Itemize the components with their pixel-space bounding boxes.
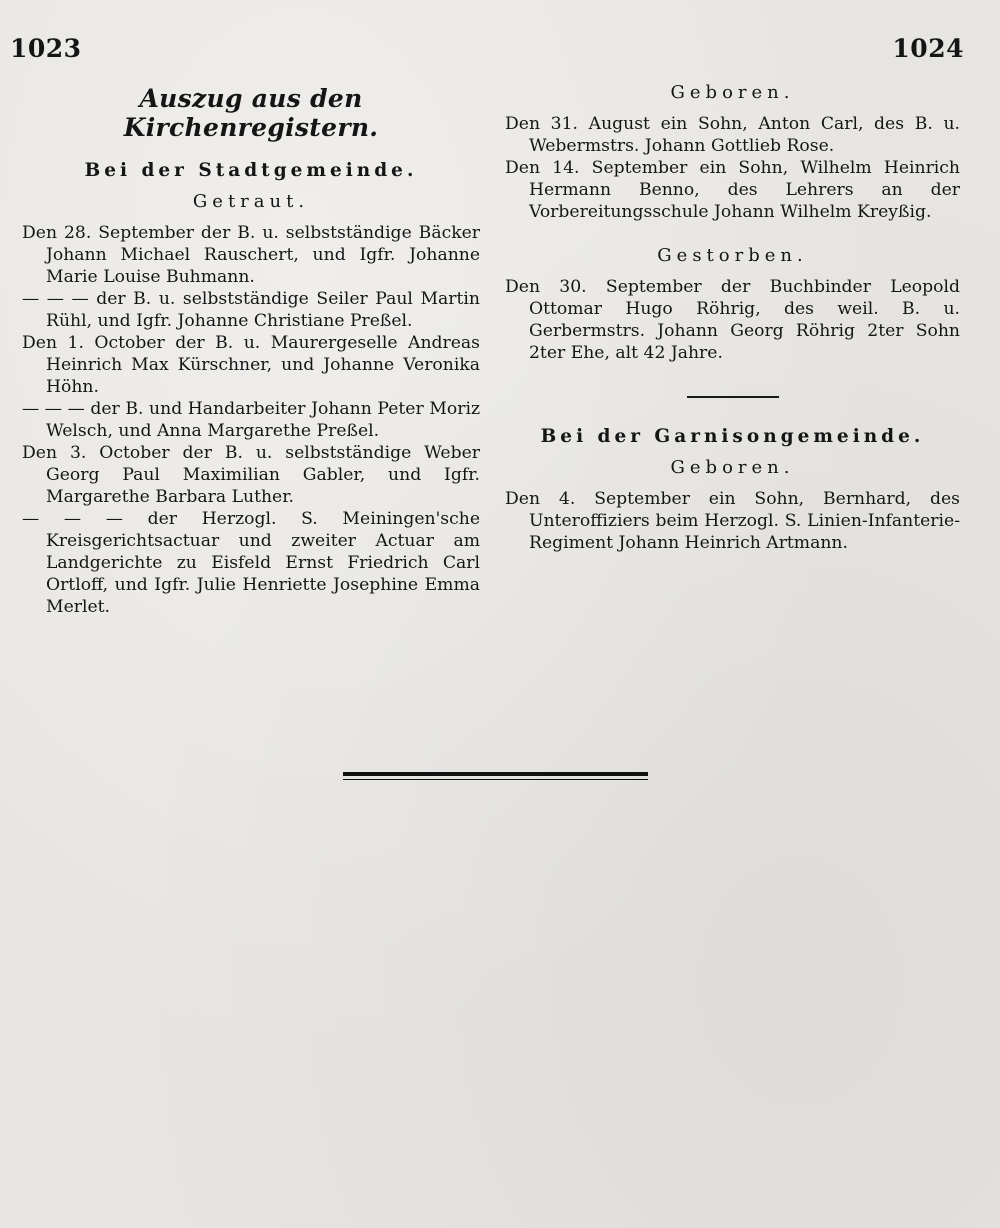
marriage-entry: Den 1. October der B. u. Maurergeselle Andreas Heinrich Max Kürschner, und Johanne Veronika Höhn. bbox=[22, 333, 480, 397]
subheading-getraut: Getraut. bbox=[192, 191, 310, 212]
marriage-entry: — — — der Herzogl. S. Meiningen'sche Kreisgerichtsactuar und zweiter Actuar am Landgerichte zu Eisfeld Ernst Friedrich Carl Ortloff, und Igfr. Julie Henriette Josephine Emma Merlet. bbox=[22, 509, 480, 617]
end-rule-thin bbox=[343, 779, 648, 780]
subheading-garrison-geboren: Geboren. bbox=[670, 457, 795, 478]
marriage-entry: — — — der B. und Handarbeiter Johann Peter Moriz Welsch, und Anna Margarethe Preßel. bbox=[22, 399, 480, 441]
page-number-right: 1024 bbox=[892, 34, 964, 63]
section-heading-garnisongemeinde: Bei der Garnisongemeinde. bbox=[540, 426, 925, 447]
end-rule bbox=[343, 772, 648, 780]
death-entry: Den 30. September der Buchbinder Leopold Ottomar Hugo Röhrig, des weil. B. u. Gerbermstrs. Johann Georg Röhrig 2ter Sohn 2ter Ehe, alt 42 Jahre. bbox=[505, 277, 960, 363]
marriage-entry: Den 3. October der B. u. selbstständige Weber Georg Paul Maximilian Gabler, und Igfr. Margarethe Barbara Luther. bbox=[22, 443, 480, 507]
page-title: Auszug aus den Kirchenregistern. bbox=[123, 84, 379, 142]
left-column bbox=[22, 78, 480, 618]
subheading-gestorben: Gestorben. bbox=[657, 245, 808, 266]
birth-entry: Den 14. September ein Sohn, Wilhelm Heinrich Hermann Benno, des Lehrers an der Vorbereitungsschule Johann Wilhelm Kreyßig. bbox=[505, 158, 960, 222]
marriage-entry: — — — der B. u. selbstständige Seiler Paul Martin Rühl, und Igfr. Johanne Christiane Preßel. bbox=[22, 289, 480, 331]
subheading-geboren: Geboren. bbox=[670, 82, 795, 103]
end-rule-thick bbox=[343, 772, 648, 776]
birth-entry: Den 31. August ein Sohn, Anton Carl, des B. u. Webermstrs. Johann Gottlieb Rose. bbox=[505, 114, 960, 156]
page-number-left: 1023 bbox=[10, 34, 82, 63]
marriage-entry: Den 28. September der B. u. selbstständige Bäcker Johann Michael Rauschert, und Igfr. Johanne Marie Louise Buhmann. bbox=[22, 223, 480, 287]
birth-entry: Den 4. September ein Sohn, Bernhard, des Unteroffiziers beim Herzogl. S. Linien-Infanterie-Regiment Johann Heinrich Artmann. bbox=[505, 489, 960, 553]
right-column bbox=[505, 78, 960, 554]
section-heading-stadtgemeinde: Bei der Stadtgemeinde. bbox=[84, 160, 418, 181]
section-divider bbox=[687, 396, 779, 398]
